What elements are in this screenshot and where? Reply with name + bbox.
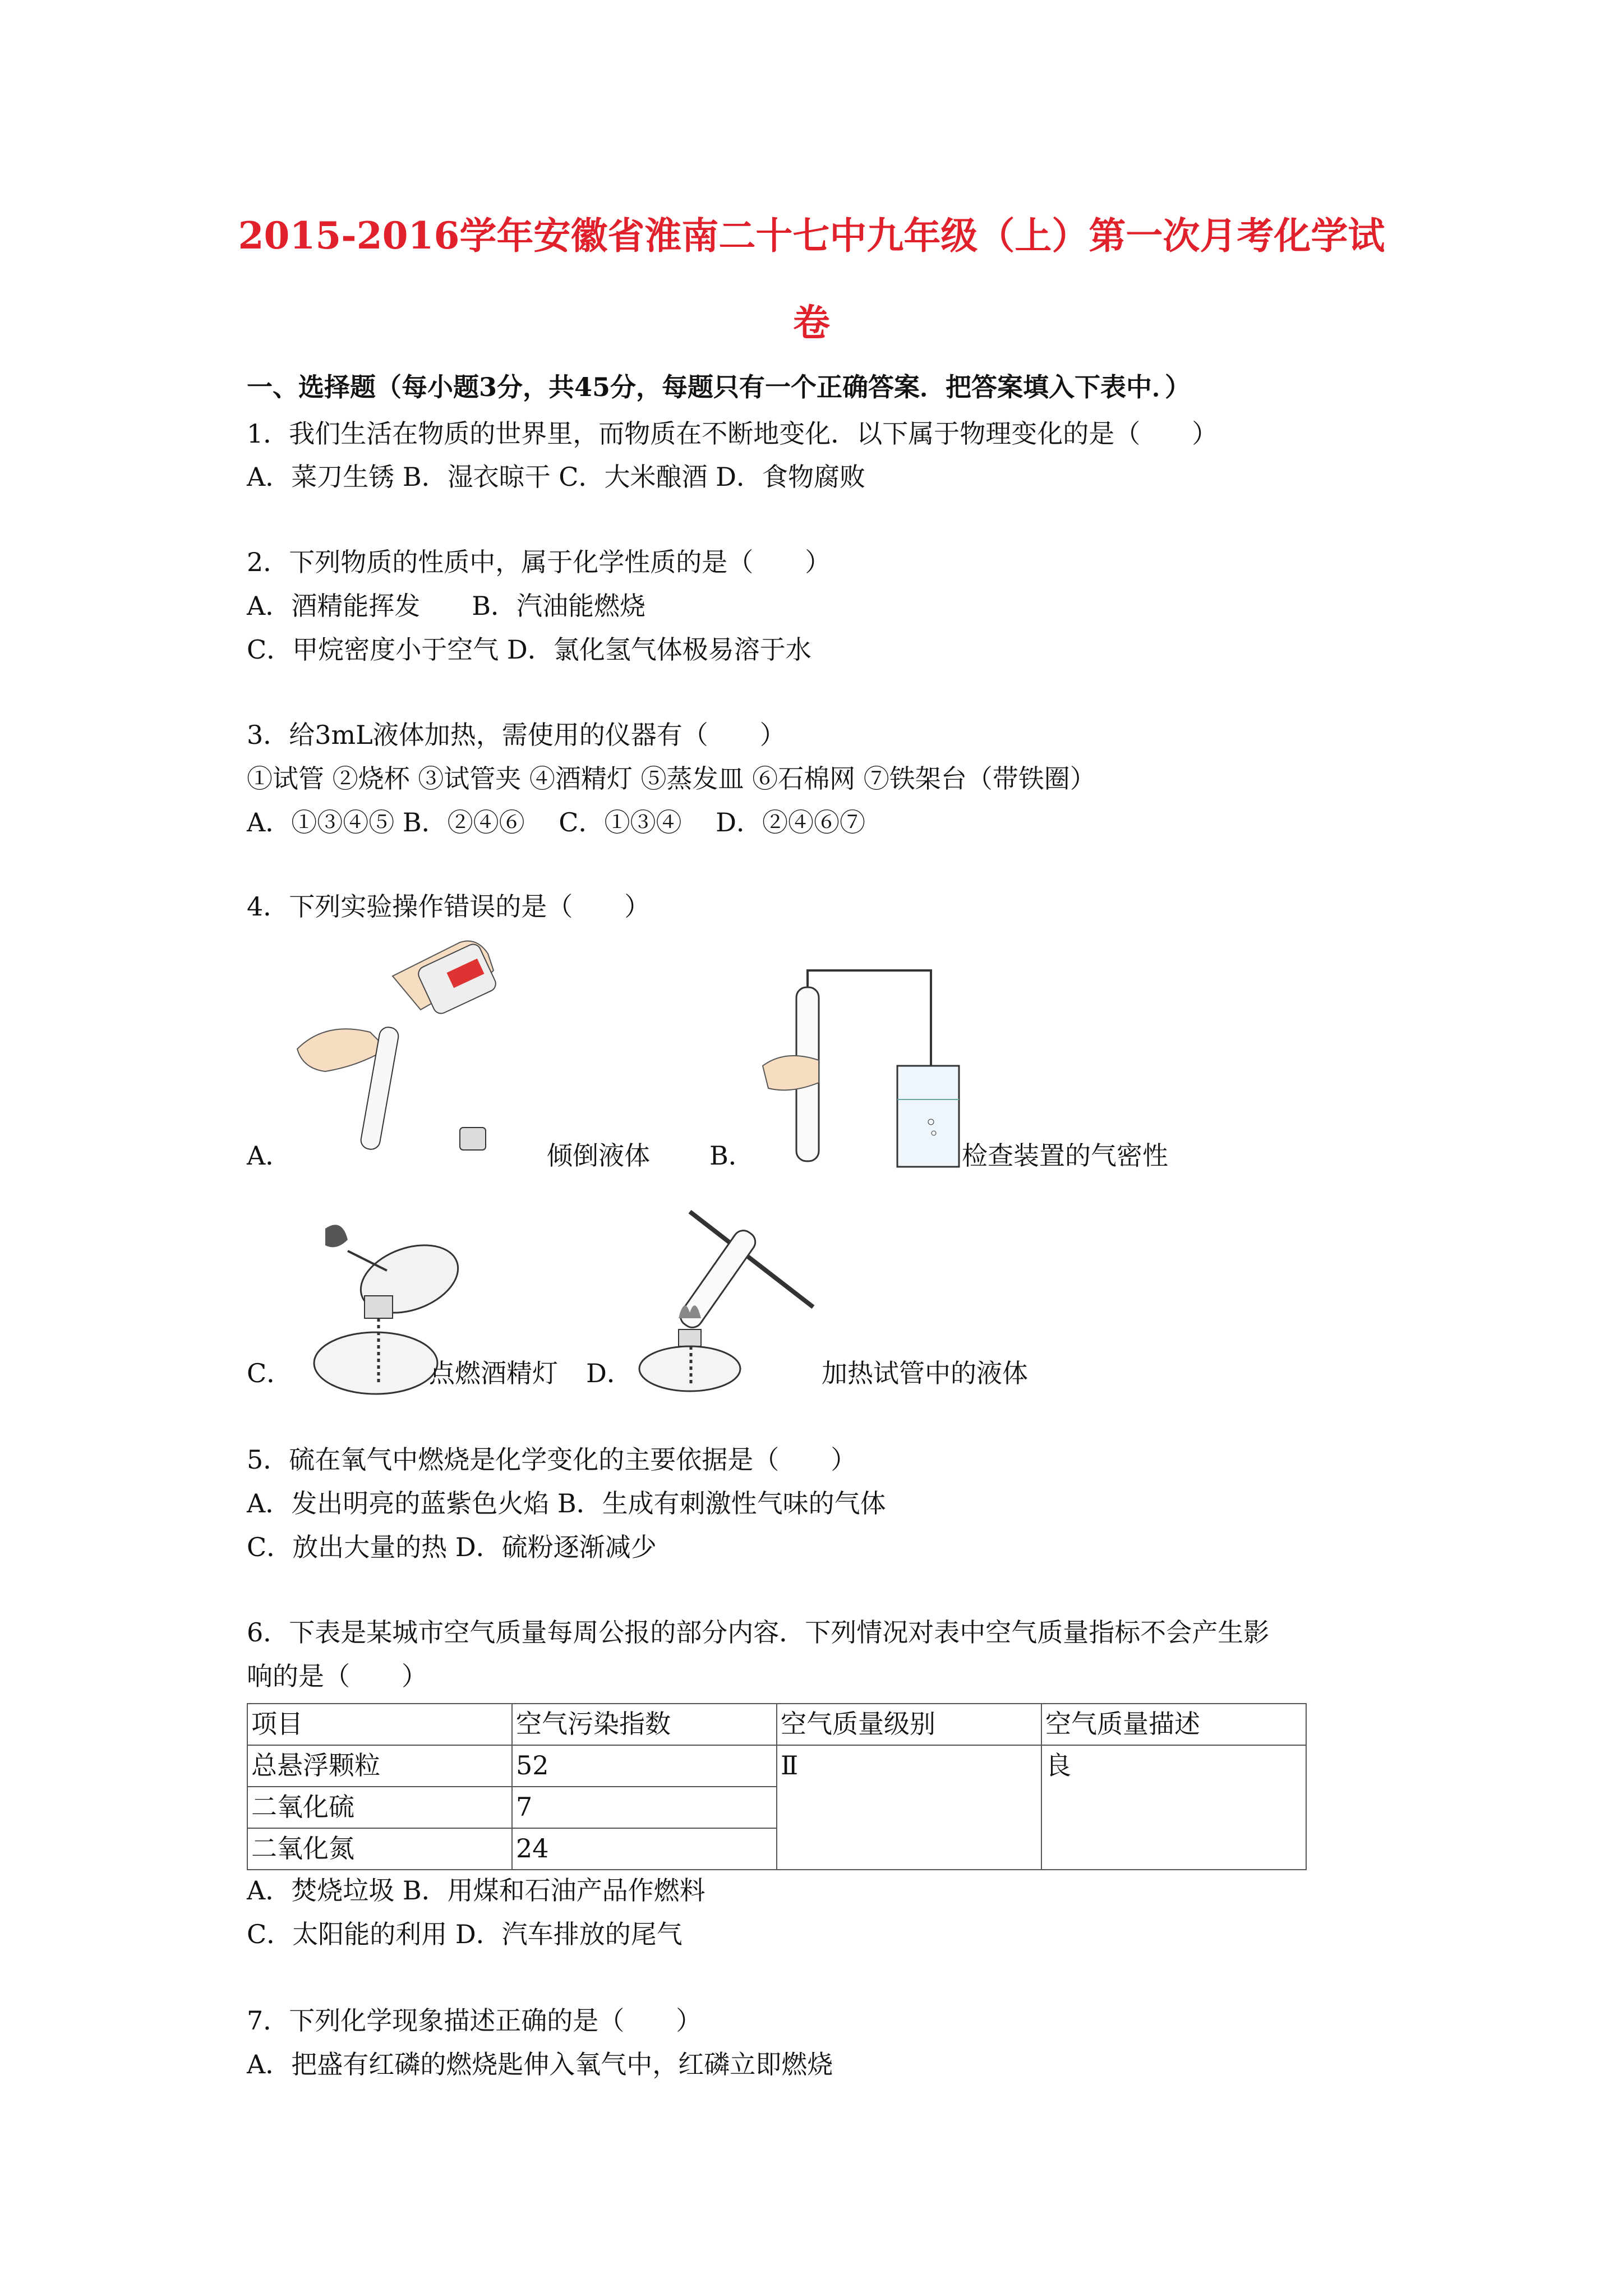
table-header-cell: 空气质量级别 [777, 1704, 1041, 1745]
q6-options-ab: A．焚烧垃圾 B．用煤和石油产品作燃料 [247, 1875, 706, 1906]
table-cell: 7 [512, 1787, 777, 1828]
q4-stem: 4．下列实验操作错误的是（ ） [247, 891, 651, 922]
heating-test-tube-figure [628, 1200, 830, 1397]
section-heading: 一、选择题（每小题3分，共45分，每题只有一个正确答案．把答案填入下表中．） [247, 372, 1191, 402]
q4-c-caption: 点燃酒精灯 [429, 1358, 558, 1388]
q1-stem: 1．我们生活在物质的世界里，而物质在不断地变化．以下属于物理变化的是（ ） [247, 418, 1218, 449]
table-cell: 总悬浮颗粒 [247, 1745, 512, 1787]
airtightness-check-figure [746, 965, 965, 1172]
q6-stem-line1: 6．下表是某城市空气质量每周公报的部分内容．下列情况对表中空气质量指标不会产生影 [247, 1617, 1270, 1648]
q4-c-label: C． [247, 1358, 293, 1388]
q4-b-label: B． [709, 1140, 754, 1171]
q4-a-caption: 倾倒液体 [547, 1140, 650, 1171]
q5-options-ab: A．发出明亮的蓝紫色火焰 B．生成有刺激性气味的气体 [247, 1488, 886, 1519]
table-header-row [247, 1704, 1306, 1745]
q2-options-cd: C．甲烷密度小于空气 D．氯化氢气体极易溶于水 [247, 634, 811, 665]
q7-stem: 7．下列化学现象描述正确的是（ ） [247, 2005, 702, 2036]
table-header-cell: 空气质量描述 [1041, 1704, 1306, 1745]
q5-options-cd: C．放出大量的热 D．硫粉逐渐减少 [247, 1532, 657, 1562]
air-quality-table [247, 1703, 1307, 1870]
q6-options-cd: C．太阳能的利用 D．汽车排放的尾气 [247, 1919, 683, 1949]
q2-stem: 2．下列物质的性质中，属于化学性质的是（ ） [247, 547, 831, 577]
table-header-cell: 空气污染指数 [512, 1704, 777, 1745]
exam-title-line2: 卷 [793, 301, 830, 344]
q3-options: A．①③④⑤ B．②④⑥ C．①③④ D．②④⑥⑦ [247, 807, 865, 838]
q2-options-ab: A．酒精能挥发 B．汽油能燃烧 [247, 591, 646, 621]
q4-a-label: A． [247, 1140, 292, 1171]
q1-options: A．菜刀生锈 B．湿衣晾干 C．大米酿酒 D．食物腐败 [247, 462, 865, 492]
q6-stem-line2: 响的是（ ） [247, 1661, 427, 1691]
q4-d-caption: 加热试管中的液体 [822, 1358, 1028, 1388]
air-quality-level-cell: Ⅱ [777, 1745, 1041, 1870]
table-row [247, 1745, 1306, 1787]
table-cell: 二氧化硫 [247, 1787, 512, 1828]
q4-d-label: D． [586, 1358, 633, 1388]
exam-title-line1: 2015-2016学年安徽省淮南二十七中九年级（上）第一次月考化学试 [238, 214, 1385, 257]
table-cell: 52 [512, 1745, 777, 1787]
table-cell: 24 [512, 1828, 777, 1870]
q7-option-a: A．把盛有红磷的燃烧匙伸入氧气中，红磷立即燃烧 [247, 2049, 833, 2079]
q3-items: ①试管 ②烧杯 ③试管夹 ④酒精灯 ⑤蒸发皿 ⑥石棉网 ⑦铁架台（带铁圈） [247, 763, 1096, 794]
pouring-liquid-figure [292, 920, 527, 1167]
q5-stem: 5．硫在氧气中燃烧是化学变化的主要依据是（ ） [247, 1444, 857, 1475]
q4-b-caption: 检查装置的气密性 [962, 1140, 1168, 1171]
air-quality-description-cell: 良 [1041, 1745, 1306, 1870]
table-cell: 二氧化氮 [247, 1828, 512, 1870]
q3-stem: 3．给3mL液体加热，需使用的仪器有（ ） [247, 720, 786, 750]
table-header-cell: 项目 [247, 1704, 512, 1745]
